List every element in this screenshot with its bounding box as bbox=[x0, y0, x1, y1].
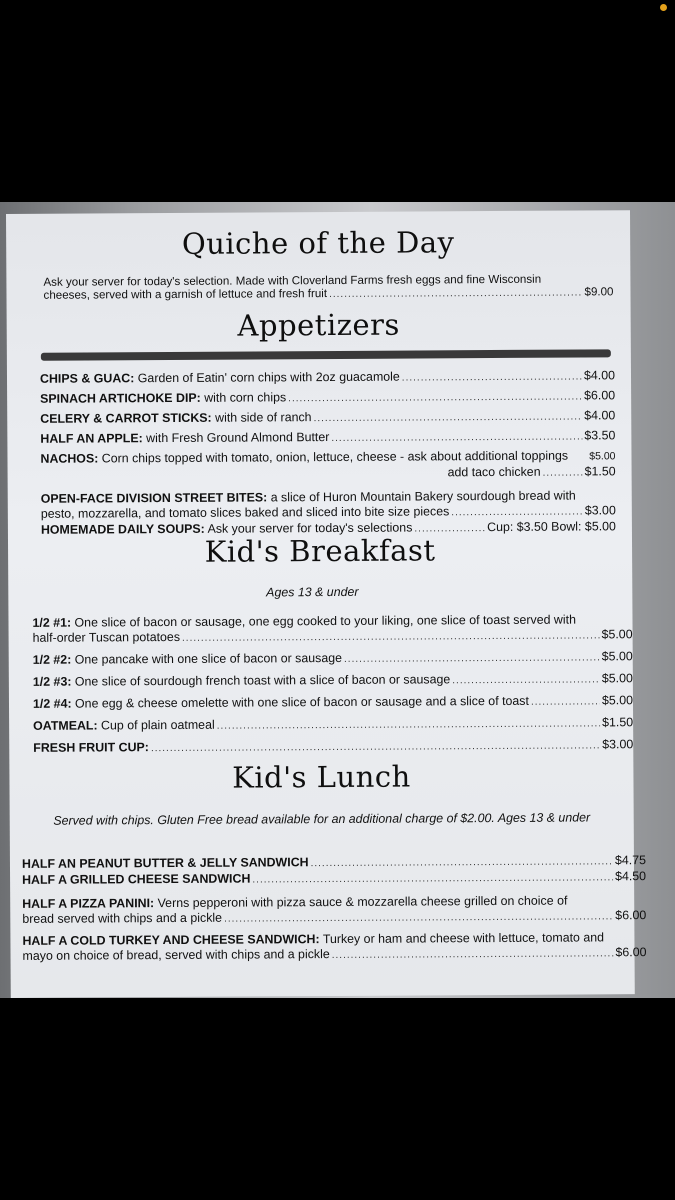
item-name: HALF A GRILLED CHEESE SANDWICH bbox=[22, 871, 251, 887]
item-name: OATMEAL: bbox=[33, 718, 98, 733]
item-price: $6.00 bbox=[615, 945, 647, 960]
item-price: $5.00 bbox=[601, 693, 634, 708]
quiche-description bbox=[43, 272, 613, 302]
item-desc: Garden of Eatin' corn chips with 2oz guacamole bbox=[134, 369, 400, 386]
item-desc: One egg & cheese omelette with one slice of bacon or sausage and a slice of toast bbox=[71, 693, 529, 711]
leader-dots bbox=[452, 672, 600, 688]
leader-dots bbox=[531, 694, 600, 709]
appetizer-item bbox=[40, 408, 615, 428]
item-price: $5.00 bbox=[601, 627, 633, 642]
item-price: $5.00 bbox=[589, 450, 616, 463]
appetizer-item bbox=[40, 388, 615, 408]
quiche-heading: Quiche of the Day bbox=[181, 225, 455, 261]
item-desc-line-2: pesto, mozzarella, and tomato slices baked and sliced into bite size pieces bbox=[40, 504, 450, 521]
quiche-line-1: Ask your server for today's selection. Made with Cloverland Farms fresh eggs and fine Wisconsin bbox=[43, 272, 542, 289]
lunch-item bbox=[22, 893, 646, 928]
item-name: 1/2 #3: bbox=[32, 674, 72, 689]
item-name: FRESH FRUIT CUP: bbox=[33, 740, 149, 755]
leader-dots bbox=[331, 429, 582, 446]
item-price: Cup: $3.50 Bowl: $5.00 bbox=[487, 519, 616, 535]
menu-paper bbox=[6, 210, 647, 998]
lunch-item bbox=[22, 930, 646, 965]
item-name: HALF AN PEANUT BUTTER & JELLY SANDWICH bbox=[21, 855, 309, 871]
item-desc: Verns pepperoni with pizza sauce & mozzarella cheese grilled on choice of bbox=[154, 893, 568, 911]
quiche-price: $9.00 bbox=[584, 285, 614, 299]
breakfast-heading: Kid's Breakfast bbox=[204, 533, 436, 569]
item-price: $4.00 bbox=[583, 368, 616, 383]
item-name: HALF A PIZZA PANINI: bbox=[22, 896, 155, 911]
item-price: $5.00 bbox=[601, 671, 633, 686]
item-price: $4.50 bbox=[614, 869, 647, 884]
item-price: $6.00 bbox=[584, 388, 616, 403]
breakfast-item bbox=[33, 715, 633, 735]
breakfast-item bbox=[33, 693, 633, 713]
item-desc: One slice of bacon or sausage, one egg cooked to your liking, one slice of toast served with bbox=[71, 612, 576, 630]
menu-photo bbox=[0, 202, 675, 998]
item-desc-line-2: half-order Tuscan potatoes bbox=[32, 629, 181, 645]
item-name: HALF A COLD TURKEY AND CHEESE SANDWICH: bbox=[22, 932, 320, 948]
breakfast-item bbox=[33, 737, 633, 757]
item-price: $5.00 bbox=[601, 649, 633, 664]
open-face-item bbox=[41, 488, 616, 523]
item-price: $4.75 bbox=[614, 853, 647, 868]
leader-dots bbox=[224, 909, 613, 926]
item-name: 1/2 #4: bbox=[32, 696, 72, 711]
item-price: $3.00 bbox=[584, 503, 616, 518]
item-desc: Corn chips topped with tomato, onion, lettuce, cheese - ask about additional toppings bbox=[98, 448, 569, 466]
item-name: HOMEMADE DAILY SOUPS: bbox=[40, 521, 205, 537]
item-price: $3.00 bbox=[602, 737, 634, 752]
appetizer-item bbox=[40, 368, 615, 388]
breakfast-item bbox=[32, 612, 632, 647]
item-name: CELERY & CARROT STICKS: bbox=[40, 410, 212, 426]
breakfast-item bbox=[33, 671, 633, 691]
item-desc: Ask your server for today's selections bbox=[204, 520, 413, 536]
item-desc: One pancake with one slice of bacon or sausage bbox=[71, 650, 343, 667]
appetizers-list bbox=[40, 368, 616, 539]
status-indicator-dot bbox=[660, 4, 667, 11]
nachos-item bbox=[40, 448, 615, 484]
leader-dots bbox=[344, 650, 600, 667]
leader-dots bbox=[314, 409, 583, 426]
leader-dots bbox=[182, 628, 600, 646]
leader-dots bbox=[311, 854, 613, 871]
item-name: CHIPS & GUAC: bbox=[39, 371, 135, 386]
leader-dots bbox=[402, 369, 582, 385]
lunch-heading: Kid's Lunch bbox=[232, 759, 411, 795]
leader-dots bbox=[329, 286, 582, 301]
redacted-line bbox=[41, 349, 611, 360]
item-desc-line-2: mayo on choice of bread, served with chips and a pickle bbox=[22, 947, 330, 963]
breakfast-item bbox=[33, 649, 633, 669]
item-price: $4.00 bbox=[584, 408, 616, 423]
item-price: $1.50 bbox=[602, 715, 634, 730]
item-name: 1/2 #1: bbox=[32, 615, 72, 630]
leader-dots bbox=[151, 738, 600, 756]
lunch-list bbox=[22, 853, 647, 965]
item-desc: with Fresh Ground Almond Butter bbox=[142, 430, 330, 446]
leader-dots bbox=[217, 716, 600, 733]
item-price: $6.00 bbox=[615, 908, 647, 923]
quiche-line-2 bbox=[43, 285, 613, 302]
item-desc: Turkey or ham and cheese with lettuce, tomato and bbox=[319, 930, 605, 947]
quiche-line-2-text: cheeses, served with a garnish of lettuce and fresh fruit bbox=[43, 287, 328, 302]
breakfast-note: Ages 13 & under bbox=[266, 584, 359, 600]
item-name: SPINACH ARTICHOKE DIP: bbox=[40, 390, 201, 406]
leader-dots bbox=[288, 389, 582, 406]
leader-dots bbox=[451, 504, 583, 520]
leader-dots bbox=[332, 946, 614, 963]
item-name: OPEN-FACE DIVISION STREET BITES: bbox=[40, 490, 268, 506]
breakfast-list bbox=[32, 612, 633, 757]
item-name: NACHOS: bbox=[40, 451, 99, 466]
appetizer-item bbox=[40, 428, 615, 448]
leader-dots bbox=[543, 465, 583, 480]
item-desc: One slice of sourdough french toast with a slice of bacon or sausage bbox=[71, 672, 451, 689]
item-name: HALF AN APPLE: bbox=[40, 431, 143, 446]
item-name: 1/2 #2: bbox=[32, 652, 72, 667]
lunch-note: Served with chips. Gluten Free bread available for an additional charge of $2.00. Ages 13 & under bbox=[53, 810, 591, 828]
leader-dots bbox=[252, 870, 613, 887]
lunch-item bbox=[22, 869, 646, 889]
item-price: $3.50 bbox=[584, 428, 616, 443]
item-addon-price: $1.50 bbox=[584, 464, 616, 479]
item-desc: Cup of plain oatmeal bbox=[97, 717, 215, 733]
item-desc-line-2: bread served with chips and a pickle bbox=[22, 910, 223, 926]
item-desc: a slice of Huron Mountain Bakery sourdough bread with bbox=[267, 488, 576, 505]
appetizers-heading: Appetizers bbox=[237, 307, 400, 343]
item-desc: with side of ranch bbox=[211, 410, 312, 425]
item-addon: add taco chicken bbox=[447, 464, 541, 480]
item-desc: with corn chips bbox=[200, 390, 287, 405]
